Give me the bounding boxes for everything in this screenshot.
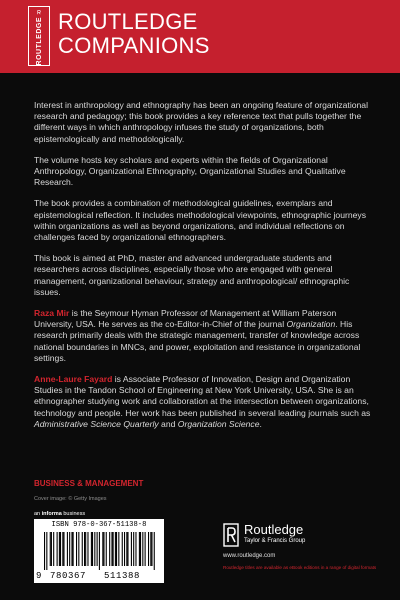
barcode-bar <box>71 532 72 566</box>
barcode-bar <box>133 532 134 566</box>
barcode-bar <box>63 532 64 566</box>
barcode-bar <box>57 532 58 566</box>
barcode-bar <box>116 532 117 566</box>
journal-title: Organization Science <box>177 418 260 429</box>
barcode-lead-digit: 9 <box>36 571 42 581</box>
author-name: Raza Mir <box>34 308 70 319</box>
barcode-bar <box>109 532 110 566</box>
barcode-bar <box>53 532 54 566</box>
informa-prefix: an <box>34 511 42 517</box>
barcode-bar <box>154 532 155 570</box>
informa-brand: informa <box>41 511 62 517</box>
bio-text: is the Seymour Hyman Professor of Management at William Paterson University, USA. He serves as the co-Editor-in-Chief of the journal <box>34 308 337 330</box>
barcode-bar <box>122 532 123 566</box>
barcode-bar <box>46 532 47 570</box>
barcode-bar <box>118 532 119 566</box>
barcode-bar <box>85 532 86 566</box>
barcode-bar <box>111 532 112 566</box>
book-description <box>34 100 374 440</box>
author-name: Anne-Laure Fayard <box>34 374 113 385</box>
barcode-bar <box>91 532 92 566</box>
barcode-bar <box>44 532 45 570</box>
publisher-block <box>223 520 383 560</box>
bio-text: and <box>158 418 178 429</box>
barcode-digits-left: 780367 <box>50 571 87 581</box>
routledge-publisher-icon <box>223 523 239 547</box>
subject-category: BUSINESS & MANAGEMENT <box>34 479 144 488</box>
barcode-bar <box>60 532 61 566</box>
barcode-bar <box>69 532 70 566</box>
description-paragraph-1: Interest in anthropology and ethnography has been an ongoing feature of organizational research and pedagogy; this book provides a key reference text that pulls together the different ways in which anthropology infuses the study of organizations, both epistemologically and methodologically. <box>34 100 368 144</box>
barcode-bar <box>99 532 100 570</box>
bio-text: is Associate Professor of Innovation, Design and Organization Studies in the Tandon School of Engineering at New York University, USA. She is an ethnographer studying work and collaboration at the intersection between organizations, technology and people. Her work has been published in several leading journals such as <box>34 374 371 418</box>
barcode-bar <box>113 532 114 566</box>
series-title <box>58 10 210 58</box>
description-paragraph-4: This book is aimed at PhD, master and advanced undergraduate students and researchers across disciplines, especially those who are engaged with general management, organizational behaviour, strategy and anthropological/ ethnographic issues. <box>34 253 350 297</box>
informa-suffix: business <box>61 511 86 517</box>
barcode-bar <box>94 532 95 566</box>
isbn-barcode <box>34 519 164 583</box>
barcode-bar <box>126 532 127 566</box>
barcode-bar <box>127 532 128 566</box>
bio-text: . His research primarily deals with the strategic management, transfer of knowledge across national boundaries in MNCs, and power, exploitation and resistance in organizational settings. <box>34 319 361 363</box>
barcode-bar <box>145 532 146 566</box>
barcode-bar <box>50 532 51 566</box>
description-paragraph-2: The volume hosts key scholars and experts within the fields of Organizational Anthropology, Organizational Ethnography, Organizational Studies and Qualitative Research. <box>34 154 346 188</box>
series-title-line2: COMPANIONS <box>58 33 210 58</box>
routledge-logo <box>28 6 50 66</box>
barcode-bar <box>87 532 88 566</box>
barcode-bar <box>131 532 132 566</box>
series-banner <box>0 0 400 73</box>
description-paragraph-3: The book provides a combination of methodological guidelines, exemplars and epistemological reflection. It includes methodological viewpoints, ethnographic journeys within organizations as well as beyond organizations, and individual reflections on challenges faced by organizational ethnographers. <box>34 198 367 243</box>
journal-title: Administrative Science Quarterly <box>34 418 159 429</box>
cover-image-credit: Cover image: © Getty Images <box>34 496 107 502</box>
publisher-group: Taylor & Francis Group <box>244 538 306 544</box>
barcode-bar <box>78 532 79 566</box>
informa-business-tag <box>34 511 85 517</box>
barcode-digits-right: 511388 <box>104 571 141 581</box>
barcode-bar <box>142 532 143 566</box>
barcode-bar <box>76 532 77 566</box>
barcode-bar <box>115 532 116 566</box>
publisher-name: Routledge <box>244 522 304 537</box>
barcode-bar <box>59 532 60 566</box>
barcode-bar <box>140 532 141 566</box>
barcode-bar <box>82 532 83 566</box>
barcode-bar <box>62 532 63 566</box>
routledge-mark-icon <box>32 10 46 15</box>
barcode-bar <box>92 532 93 566</box>
series-title-line1: ROUTLEDGE <box>58 9 198 34</box>
barcode-bar <box>139 532 140 566</box>
barcode-bar <box>124 532 125 566</box>
barcode-bar <box>97 532 98 566</box>
barcode-bar <box>150 532 151 566</box>
barcode-bar <box>106 532 107 566</box>
barcode-bars <box>44 532 156 570</box>
barcode-bar <box>84 532 85 566</box>
barcode-bar <box>51 532 52 566</box>
barcode-bar <box>148 532 149 566</box>
isbn-number: ISBN 978-0-367-51138-8 <box>51 521 147 529</box>
bio-text: . <box>259 418 262 429</box>
barcode-bar <box>151 532 152 566</box>
author-bio-anne-laure-fayard <box>34 374 374 430</box>
publisher-url: www.routledge.com <box>223 553 276 559</box>
logo-wordmark: ROUTLEDGE <box>35 16 43 65</box>
barcode-bar <box>103 532 104 566</box>
barcode-bar <box>135 532 136 566</box>
barcode-bar <box>102 532 103 566</box>
journal-title: Organization <box>286 319 336 330</box>
ebook-availability-note: Routledge titles are available as eBook editions in a range of digital formats <box>223 565 377 570</box>
barcode-bar <box>73 532 74 566</box>
author-bio-raza-mir <box>34 308 374 364</box>
barcode-bar <box>67 532 68 566</box>
